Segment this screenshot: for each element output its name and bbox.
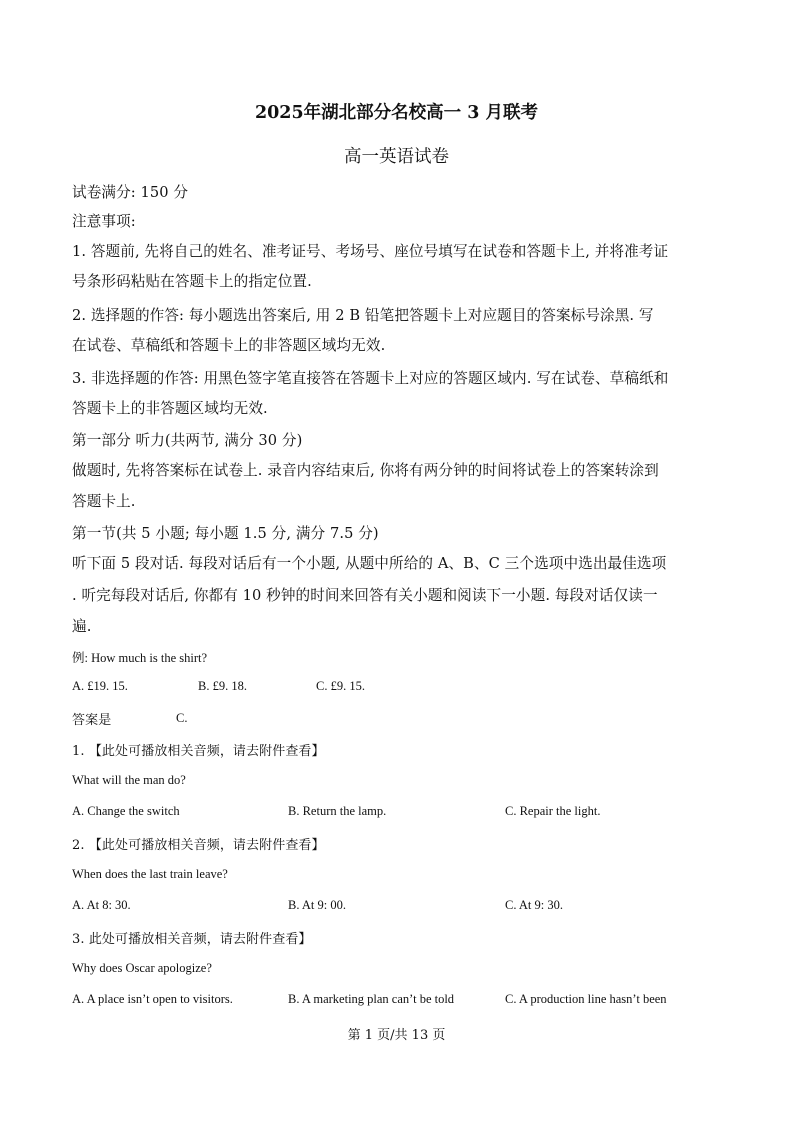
question-1-option-b: B. Return the lamp. (288, 804, 387, 818)
question-1-text: What will the man do? (72, 773, 186, 787)
example-answer-value: C. (176, 711, 188, 725)
example-answer-label: 答案是 (72, 713, 112, 728)
example-option-a: A. £19. 15. (72, 679, 128, 693)
note-2-line-1: 2. 选择题的作答: 每小题选出答案后, 用 2 B 铅笔把答题卡上对应题目的答案标号涂黑. 写 (72, 307, 654, 324)
question-1-option-c: C. Repair the light. (505, 804, 601, 818)
notes-heading: 注意事项: (72, 213, 136, 230)
note-1-line-2: 号条形码粘贴在答题卡上的指定位置. (72, 273, 312, 290)
note-3-line-1: 3. 非选择题的作答: 用黑色签字笔直接答在答题卡上对应的答题区域内. 写在试卷、草稿纸和 (72, 370, 669, 387)
example-option-b: B. £9. 18. (198, 679, 247, 693)
question-3-text: Why does Oscar apologize? (72, 961, 212, 975)
note-1-line-1: 1. 答题前, 先将自己的姓名、准考证号、考场号、座位号填写在试卷和答题卡上, 并将准考证 (72, 243, 669, 260)
question-2-option-c: C. At 9: 30. (505, 898, 563, 912)
question-3-option-b: B. A marketing plan can’t be told (288, 992, 455, 1006)
section-1-instruction-line-2: . 听完每段对话后, 你都有 10 秒钟的时间来回答有关小题和阅读下一小题. 每段对话仅读一 (72, 587, 658, 604)
question-3-option-c: C. A production line hasn’t been (505, 992, 667, 1006)
note-3-line-2: 答题卡上的非答题区域均无效. (72, 400, 268, 417)
note-2-line-2: 在试卷、草稿纸和答题卡上的非答题区域均无效. (72, 337, 386, 354)
question-2-option-b: B. At 9: 00. (288, 898, 346, 912)
part-1-instruction-line-2: 答题卡上. (72, 493, 136, 510)
section-1-heading: 第一节(共 5 小题; 每小题 1.5 分, 满分 7.5 分) (72, 525, 379, 542)
part-1-heading: 第一部分 听力(共两节, 满分 30 分) (72, 432, 303, 449)
example-question: 例: How much is the shirt? (72, 651, 208, 665)
question-1-audio: 1. 【此处可播放相关音频，请去附件查看】 (72, 744, 325, 759)
exam-subtitle: 高一英语试卷 (344, 147, 449, 167)
section-1-instruction-line-3: 遍. (72, 618, 92, 635)
question-2-option-a: A. At 8: 30. (72, 898, 131, 912)
full-score: 试卷满分: 150 分 (72, 184, 189, 201)
question-3-audio: 3. 此处可播放相关音频，请去附件查看】 (72, 932, 312, 947)
section-1-instruction-line-1: 听下面 5 段对话. 每段对话后有一个小题, 从题中所给的 A、B、C 三个选项中选出最佳选项 (72, 555, 667, 572)
part-1-instruction-line-1: 做题时, 先将答案标在试卷上. 录音内容结束后, 你将有两分钟的时间将试卷上的答案转涂到 (72, 462, 659, 479)
example-option-c: C. £9. 15. (316, 679, 365, 693)
question-2-text: When does the last train leave? (72, 867, 228, 881)
question-2-audio: 2. 【此处可播放相关音频，请去附件查看】 (72, 838, 325, 853)
question-3-option-a: A. A place isn’t open to visitors. (72, 992, 233, 1006)
question-1-option-a: A. Change the switch (72, 804, 180, 818)
exam-title: 2025年湖北部分名校高一 3 月联考 (254, 103, 539, 123)
page-number: 第 1 页/共 13 页 (347, 1028, 446, 1043)
